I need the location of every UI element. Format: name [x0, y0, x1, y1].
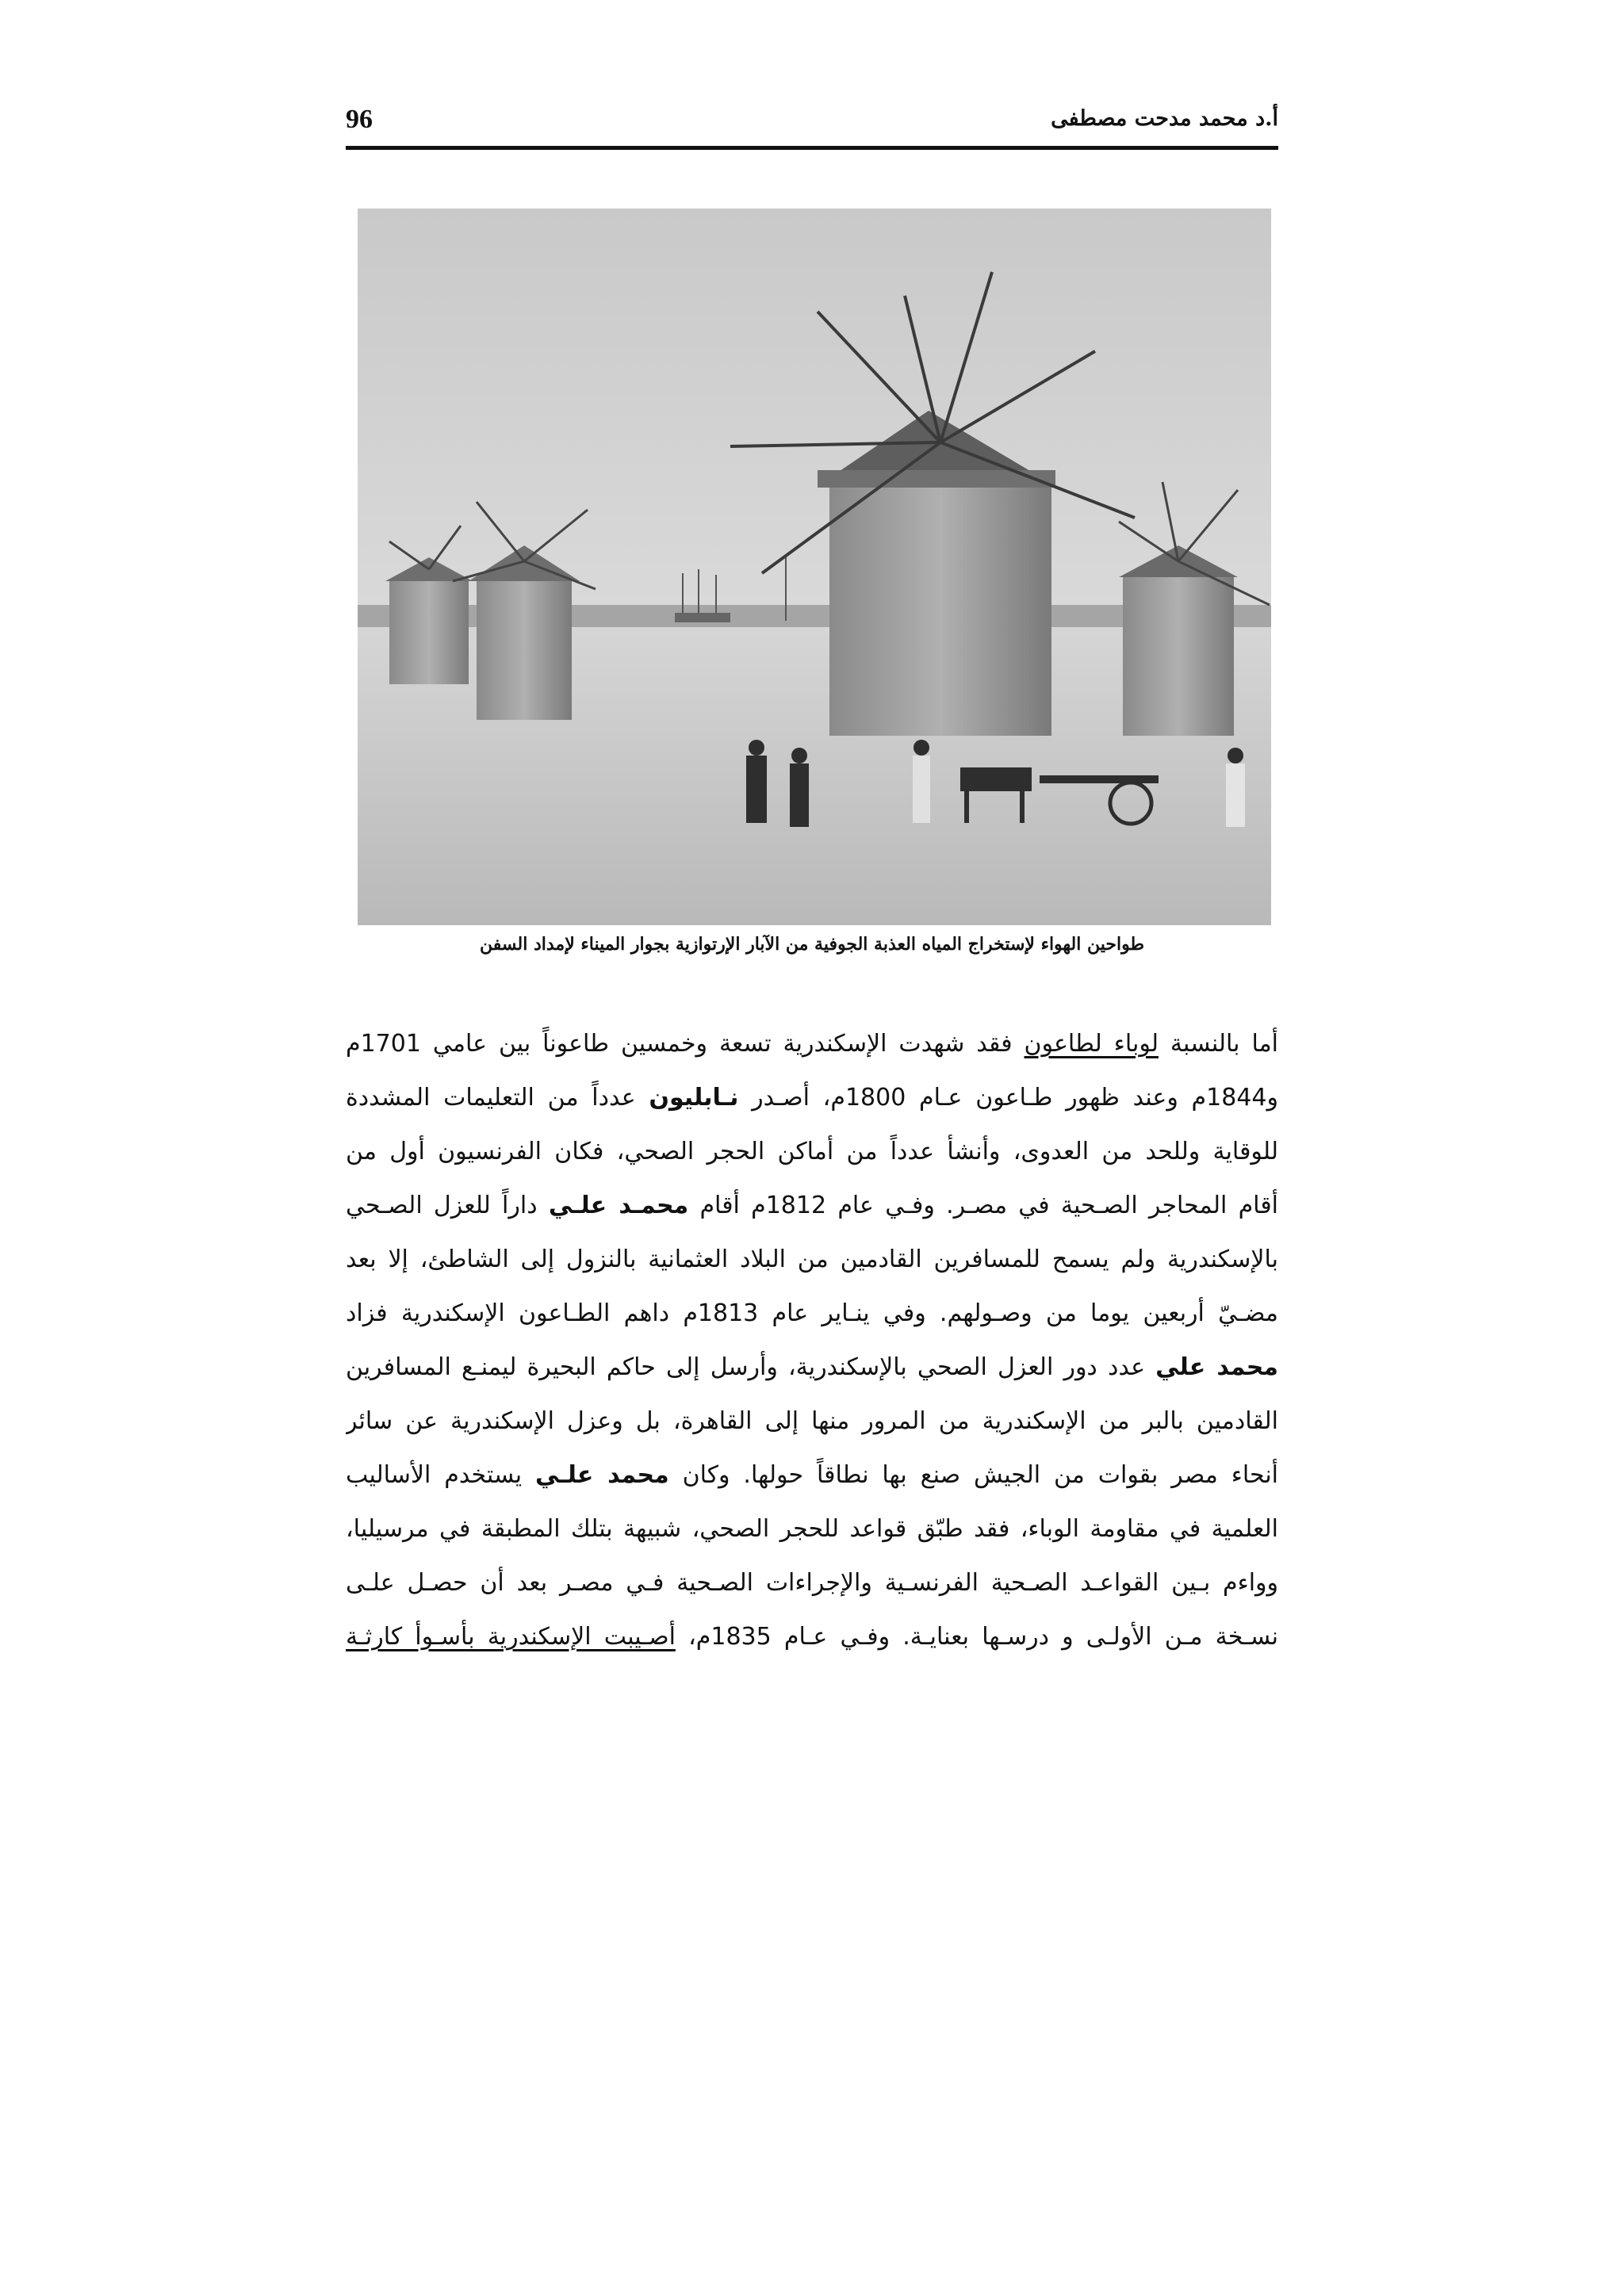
header-rule	[346, 146, 1278, 150]
text-line: و1844م وعند ظهور طـاعون عـام 1800م، أصـدر نـابليون عدداً من التعليمات المشددة	[346, 1084, 1278, 1112]
text-line: للوقاية وللحد من العدوى، وأنشأ عدداً من أماكن الحجر الصحي، فكان الفرنسيون أول من	[346, 1138, 1278, 1165]
text-line: أقام المحاجر الصـحية في مصـر. وفـي عام 1812م أقام محمـد علـي داراً للعزل الصـحي	[346, 1192, 1278, 1219]
text-line: أما بالنسبة لوباء لطاعون فقد شهدت الإسكندرية تسعة وخمسين طاعوناً بين عامي 1701م	[346, 1030, 1278, 1058]
underlined-text: لوباء لطاعون	[1024, 1030, 1159, 1058]
text-line: محمد علي عدد دور العزل الصحي بالإسكندرية، وأرسل إلى حاكم البحيرة ليمنـع المسافرين	[346, 1353, 1278, 1381]
figure-caption: طواحين الهواء لإستخراج المياه العذبة الجوفية من الآبار الإرتوازية بجوار الميناء لإمداد السفن	[479, 934, 1145, 955]
text-line: بالإسكندرية ولم يسمح للمسافرين القادمين من البلاد العثمانية بالنزول إلى الشاطئ، إلا بعد	[346, 1246, 1278, 1273]
page-header	[346, 101, 1278, 149]
text-line: أنحاء مصر بقوات من الجيش صنع بها نطاقاً حولها. وكان محمد علـي يستخدم الأساليب	[346, 1461, 1278, 1489]
bold-name: محمد علي	[1155, 1353, 1278, 1381]
underlined-text: أصـيبت الإسكندرية بأسـوأ كارثـة	[346, 1623, 676, 1651]
text-line: مضـيّ أربعين يوما من وصـولهم. وفي ينـاير عام 1813م داهم الطـاعون الإسكندرية فزاد	[346, 1299, 1278, 1327]
bold-name: نـابليون	[649, 1084, 739, 1112]
text-line: وواءم بـين القواعـد الصـحية الفرنسـية والإجراءات الصـحية فـي مصـر بعد أن حصـل علـى	[346, 1569, 1278, 1597]
text-line: القادمين بالبر من الإسكندرية من المرور منها إلى القاهرة، بل وعزل الإسكندرية عن سائر	[346, 1407, 1278, 1435]
bold-name: محمد علـي	[534, 1461, 669, 1489]
bold-name: محمـد علـي	[548, 1192, 689, 1219]
page-number: 96	[346, 105, 373, 134]
body-paragraph	[346, 1017, 1278, 1664]
windmills-photo	[358, 209, 1271, 925]
text-line: العلمية في مقاومة الوباء، فقد طبّق قواعد للحجر الصحي، شبيهة بتلك المطبقة في مرسيليا،	[346, 1515, 1278, 1543]
running-head-author: أ.د محمد مدحت مصطفى	[1051, 106, 1278, 131]
text-line: نسـخة مـن الأولـى و درسـها بعنايـة. وفـي عـام 1835م، أصـيبت الإسكندرية بأسـوأ كارثـة	[346, 1623, 1278, 1651]
